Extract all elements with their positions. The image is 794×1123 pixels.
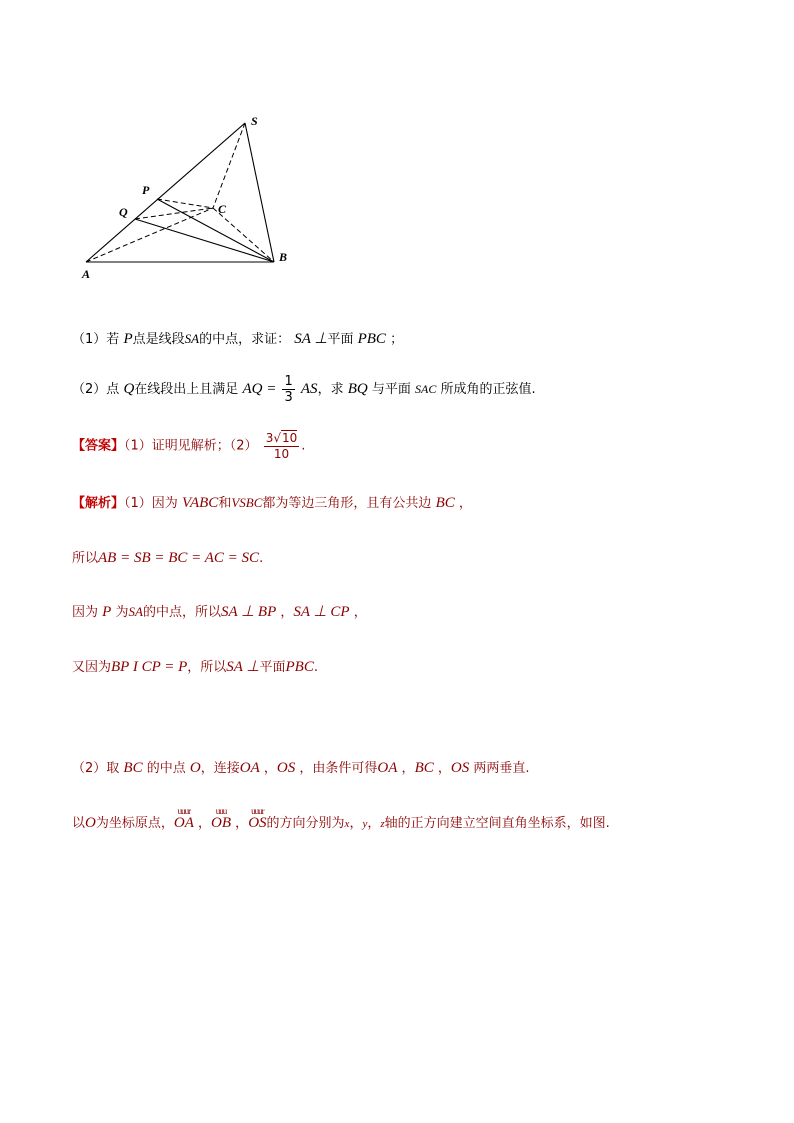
analysis-l6-OB: OB [211, 815, 232, 831]
analysis-l2-end: . [259, 551, 264, 566]
analysis-l6-g: ， [367, 816, 381, 831]
analysis-l5-OA: OA [239, 760, 260, 776]
analysis-l2-a: 所以 [72, 551, 99, 566]
analysis-l4-end: . [313, 660, 318, 675]
analysis-l6-f: ， [349, 816, 363, 831]
segment-QB [135, 219, 274, 262]
analysis-l5-a: （2）取 [72, 761, 120, 776]
analysis-l6-b: 为坐标原点， [95, 816, 174, 831]
q2-frac-num: 1 [284, 374, 293, 389]
vector-arrow-icon: uuur [177, 806, 191, 816]
analysis-l3-d: ， [280, 605, 294, 620]
label-B: B [279, 250, 288, 264]
edge-SC [213, 123, 245, 208]
analysis-l3-SA: SA [128, 604, 143, 619]
q1-SA: SA [184, 331, 200, 346]
vector-OB [211, 806, 232, 832]
vector-OS [248, 806, 267, 832]
analysis-l6-O: O [85, 815, 96, 831]
analysis-l5-d: ， [263, 761, 277, 776]
q1-number: （1） [72, 332, 107, 347]
analysis-l6-a: 以 [72, 816, 86, 831]
analysis-l3-end: ， [353, 605, 367, 620]
triangle-SBC: VSBC [231, 495, 263, 510]
q2-text6: 所成角的正弦值. [440, 382, 536, 397]
q2-AQ: AQ = [242, 381, 277, 397]
analysis-l4-PBC: PBC [285, 659, 314, 675]
answer-line [72, 430, 305, 462]
analysis-l5-c: ，连接 [200, 761, 240, 776]
edge-AC [86, 208, 213, 262]
analysis-l4-a: 又因为 [72, 660, 112, 675]
analysis-l6-OA: OA [173, 815, 194, 831]
q1-text3: 的中点，求证： [199, 332, 291, 347]
answer-fraction [264, 430, 300, 462]
answer-coef: 3 [265, 431, 274, 445]
axis-y: y [362, 818, 368, 830]
analysis-l5-O: O [189, 760, 201, 776]
analysis-l5-h: 两两垂直. [473, 761, 530, 776]
q2-AS: AS [300, 381, 318, 397]
analysis-l3-b: 为 [115, 605, 129, 620]
question-1 [72, 328, 403, 348]
analysis-tag: 【解析】 [72, 496, 125, 511]
analysis-l4-e: SA ⊥ [226, 659, 260, 675]
analysis-l1-d: ， [458, 496, 472, 511]
analysis-l5-BC2: BC [414, 760, 434, 776]
analysis-l5-b: 的中点 [146, 761, 186, 776]
label-Q: Q [119, 205, 128, 219]
analysis-line-1 [72, 492, 472, 512]
analysis-l6-d: ， [235, 816, 249, 831]
sqrt-icon: √ [273, 431, 281, 445]
vector-arrow-icon: uuu [215, 806, 227, 816]
analysis-l5-e: ，由条件可得 [299, 761, 378, 776]
answer-frac-den: 10 [273, 447, 290, 461]
analysis-line-6 [72, 806, 610, 832]
segment-PB [157, 199, 274, 262]
q1-point-P: P [123, 331, 133, 347]
vector-OA [173, 806, 194, 832]
label-A: A [82, 267, 91, 281]
analysis-l5-g: ， [437, 761, 451, 776]
q2-frac-den: 3 [284, 390, 293, 405]
analysis-l6-e: 的方向分别为 [266, 816, 345, 831]
analysis-l3-P: P [102, 604, 112, 620]
q1-PBC: PBC [357, 331, 386, 347]
q1-text4: 平面 [327, 332, 354, 347]
analysis-line-4 [72, 656, 318, 676]
q2-fraction [282, 374, 294, 405]
analysis-l3-c: 的中点，所以 [142, 605, 221, 620]
question-2 [72, 374, 536, 405]
pyramid-figure [70, 105, 310, 290]
analysis-l5-f: ， [401, 761, 415, 776]
q2-number: （2） [72, 382, 107, 397]
q2-text5: 与平面 [371, 382, 411, 397]
analysis-line-3 [72, 601, 367, 621]
analysis-l3-e2: SA ⊥ CP [293, 604, 350, 620]
q1-text2: 点是线段 [132, 332, 185, 347]
q2-point-Q: Q [123, 381, 135, 397]
analysis-l6-c: ， [198, 816, 212, 831]
analysis-l6-OS: OS [248, 815, 267, 831]
label-S: S [251, 114, 258, 128]
axis-x: x [344, 818, 350, 830]
analysis-l4-b: ，所以 [187, 660, 227, 675]
q2-text2: 在线段 [134, 382, 174, 397]
analysis-l4-c: 平面 [259, 660, 286, 675]
edge-SB [245, 123, 274, 262]
q2-SAC: SAC [415, 382, 437, 396]
analysis-l5-OS2: OS [450, 760, 470, 776]
axis-z: z [380, 818, 385, 830]
label-P: P [142, 183, 150, 197]
q2-text4: ，求 [317, 382, 344, 397]
edge-AS [86, 123, 245, 262]
label-C: C [218, 202, 227, 216]
answer-end: . [301, 438, 306, 454]
analysis-l3-a: 因为 [72, 605, 99, 620]
answer-text: （1）证明见解析；（2） [124, 438, 258, 454]
analysis-l4-expr: BP I CP = P [111, 659, 188, 675]
analysis-line-5 [72, 757, 530, 777]
q2-text1: 点 [106, 382, 120, 397]
answer-tag: 【答案】 [72, 438, 125, 454]
analysis-l1-BC: BC [435, 495, 455, 511]
triangle-ABC: VABC [181, 495, 219, 511]
analysis-l1-b: 和 [218, 496, 232, 511]
analysis-line-2 [72, 547, 263, 567]
q1-expr: SA ⊥ [294, 331, 328, 347]
analysis-l1-c: 都为等边三角形，且有公共边 [262, 496, 432, 511]
analysis-l1-a: （1）因为 [124, 496, 178, 511]
analysis-l2-expr: AB = SB = BC = AC = SC [98, 550, 260, 566]
analysis-l3-e1: SA ⊥ BP [220, 604, 277, 620]
q2-text3: 出上且满足 [173, 382, 239, 397]
analysis-l5-BC: BC [123, 760, 143, 776]
vector-arrow-icon: uuur [251, 806, 264, 816]
answer-radicand: 10 [282, 431, 298, 445]
analysis-l5-OA2: OA [377, 760, 398, 776]
q2-BQ: BQ [347, 381, 368, 397]
analysis-l6-h: 轴的正方向建立空间直角坐标系，如图. [384, 816, 610, 831]
analysis-l5-OS: OS [276, 760, 296, 776]
q1-end: ； [390, 332, 404, 347]
q1-text: 若 [106, 332, 120, 347]
